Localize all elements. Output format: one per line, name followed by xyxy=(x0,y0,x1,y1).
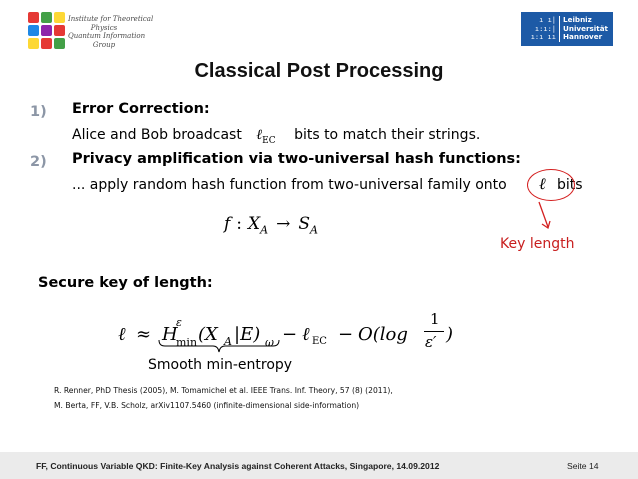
reference-line: R. Renner, PhD Thesis (2005), M. Tomamichel et al. IEEE Trans. Inf. Theory, 57 (8) (2011), xyxy=(54,386,393,395)
page-number: Seite 14 xyxy=(567,461,599,471)
item-2-text xyxy=(72,177,507,193)
item-number: 1) xyxy=(30,104,47,120)
item-text-after: bits xyxy=(557,177,583,193)
institute-name: Institute for Theoretical Physics Quantum Information Group xyxy=(68,15,154,49)
key-length-label: Key length xyxy=(500,236,575,252)
references xyxy=(54,383,393,413)
university-name: Leibniz Universität Hannover xyxy=(563,15,608,42)
institute-logo xyxy=(28,12,154,60)
university-logo xyxy=(521,12,613,46)
logo-divider xyxy=(559,16,560,42)
hash-function-formula: f : $X_A \to S_A$ xyxy=(224,214,318,237)
underbrace-icon xyxy=(158,339,280,355)
arrow-icon xyxy=(536,200,556,232)
smooth-min-entropy-label: Smooth min-entropy xyxy=(148,357,293,373)
item-text-after: bits to match their strings. xyxy=(294,127,481,143)
item-number: 2) xyxy=(30,154,47,170)
item-2-heading-line xyxy=(30,151,521,170)
key-length-formula: ℓ ≈ H ε min (X A |E) ω − ℓ EC − O(log 1 ε′ ) xyxy=(118,310,454,351)
reference-line: M. Berta, FF, V.B. Scholz, arXiv1107.5460 (infinite-dimensional side-information) xyxy=(54,401,360,410)
university-glyph: ı ı| ı:ı:| ı:ı ıı xyxy=(530,16,556,41)
secure-key-label: Secure key of length: xyxy=(38,275,213,291)
footer-text: FF, Continuous Variable QKD: Finite-Key Analysis against Coherent Attacks, Singapore, 14.09.2012 xyxy=(36,461,440,471)
puzzle-icon xyxy=(28,12,66,50)
item-1-text xyxy=(72,127,480,146)
slide-title: Classical Post Processing xyxy=(194,60,444,82)
ell-ec-symbol: ℓ$_{EC}$ xyxy=(256,127,276,146)
item-text-before: Alice and Bob broadcast xyxy=(72,127,242,143)
item-1-heading-line xyxy=(30,101,210,120)
item-heading: Error Correction: xyxy=(72,101,210,117)
highlight-circle xyxy=(527,169,575,201)
item-text-before: ... apply random hash function from two-universal family onto xyxy=(72,177,507,193)
item-heading: Privacy amplification via two-universal hash functions: xyxy=(72,151,521,167)
ell-symbol: ℓ xyxy=(539,174,546,193)
